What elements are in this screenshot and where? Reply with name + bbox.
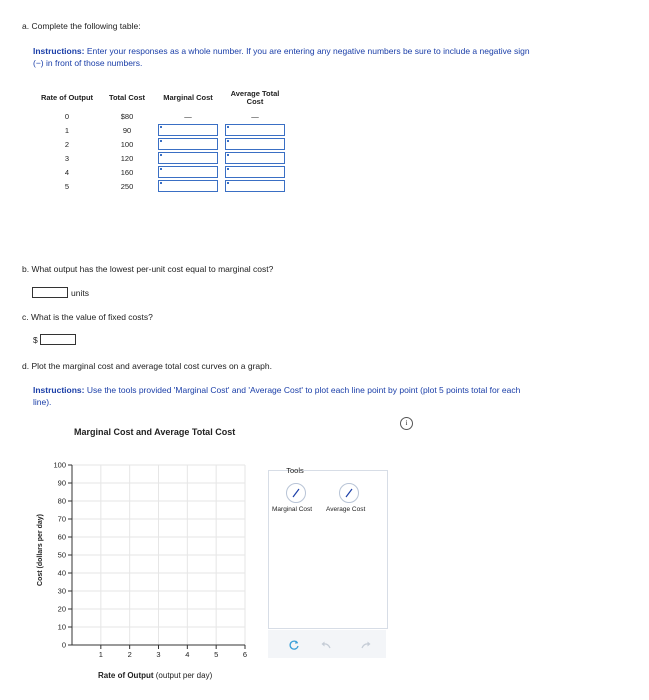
chart-title: Marginal Cost and Average Total Cost — [74, 427, 236, 437]
y-tick-label: 80 — [57, 496, 66, 506]
average-cost-input[interactable] — [225, 138, 285, 150]
header-total-cost: Total Cost — [108, 93, 146, 102]
y-tick-label: 90 — [57, 478, 66, 488]
info-icon[interactable]: i — [400, 417, 413, 430]
instructions-label: Instructions: — [33, 46, 85, 56]
output-cell: 4 — [64, 167, 70, 177]
output-cell: 5 — [64, 181, 70, 191]
average-cost-input[interactable] — [225, 152, 285, 164]
average-cost-input[interactable] — [225, 180, 285, 192]
table-row — [33, 151, 287, 165]
total-cost-cell: $80 — [120, 111, 134, 121]
output-cell: 1 — [64, 125, 70, 135]
instructions-text: Use the tools provided 'Marginal Cost' and 'Average Cost' to plot each line point by point (plot 5 points total for each — [84, 385, 521, 395]
x-axis-label-rest: (output per day) — [153, 671, 213, 680]
total-cost-cell: 100 — [120, 139, 134, 149]
fixed-cost-input[interactable] — [40, 334, 76, 345]
table-row — [33, 137, 287, 151]
chart-svg[interactable] — [0, 455, 260, 685]
dollar-sign: $ — [33, 335, 38, 345]
y-tick-label: 0 — [61, 640, 66, 650]
x-tick-label: 4 — [185, 650, 190, 659]
redo-icon[interactable] — [360, 639, 372, 651]
table-row — [33, 109, 287, 123]
table-row — [33, 179, 287, 193]
x-tick-label: 5 — [214, 650, 219, 659]
marginal-cost-input[interactable] — [158, 166, 218, 178]
header-average-total-cost: Average Total Cost — [230, 89, 280, 106]
line-tool-icon — [291, 488, 301, 498]
undo-icon[interactable] — [320, 639, 332, 651]
y-tick-label: 40 — [57, 568, 66, 578]
y-tick-label: 70 — [57, 514, 66, 524]
y-tick-label: 60 — [57, 532, 66, 542]
x-tick-label: 2 — [127, 650, 132, 659]
total-cost-cell: 120 — [120, 153, 134, 163]
cost-table — [33, 87, 287, 193]
y-tick-label: 30 — [57, 586, 66, 596]
total-cost-cell: 250 — [120, 181, 134, 191]
part-b-question: b. What output has the lowest per-unit cost equal to marginal cost? — [22, 264, 274, 274]
average-cost-input[interactable] — [225, 166, 285, 178]
output-cell: 3 — [64, 153, 70, 163]
x-tick-label: 1 — [98, 650, 103, 659]
marginal-cost-tool-button[interactable] — [286, 483, 306, 503]
tools-panel — [268, 466, 388, 629]
marginal-cost-input[interactable] — [158, 180, 218, 192]
part-a-heading: a. Complete the following table: — [22, 21, 141, 31]
instructions-text-2: (−) in front of those numbers. — [33, 58, 143, 68]
instructions-text-2: line). — [33, 397, 52, 407]
marginal-cost-input[interactable] — [158, 152, 218, 164]
table-row — [33, 165, 287, 179]
part-a-instructions — [33, 45, 623, 69]
y-axis-label: Cost (dollars per day) — [37, 514, 44, 586]
line-tool-icon — [344, 488, 354, 498]
table-header-row — [33, 87, 287, 109]
instructions-text: Enter your responses as a whole number. If you are entering any negative numbers be sure to include a negative sign — [84, 46, 530, 56]
reset-icon[interactable] — [288, 639, 300, 651]
x-axis-label-bold: Rate of Output — [98, 671, 154, 680]
header-rate-of-output: Rate of Output — [40, 93, 94, 102]
x-tick-label: 3 — [156, 650, 161, 659]
output-cell: 0 — [64, 111, 70, 121]
y-tick-label: 50 — [57, 550, 66, 560]
total-cost-cell: 90 — [122, 125, 132, 135]
y-tick-label: 20 — [57, 604, 66, 614]
output-answer-input[interactable] — [32, 287, 68, 298]
part-d-question: d. Plot the marginal cost and average total cost curves on a graph. — [22, 361, 272, 371]
y-tick-label: 10 — [57, 622, 66, 632]
part-c-question: c. What is the value of fixed costs? — [22, 312, 153, 322]
table-row — [33, 123, 287, 137]
total-cost-cell: 160 — [120, 167, 134, 177]
average-cost-input[interactable] — [225, 124, 285, 136]
tools-title: Tools — [286, 466, 304, 475]
tool-label-average[interactable]: Average Cost — [326, 506, 366, 513]
marginal-cost-cell: — — [184, 111, 192, 121]
instructions-label: Instructions: — [33, 385, 85, 395]
average-cost-cell: — — [251, 111, 259, 121]
tool-label-marginal[interactable]: Marginal Cost — [272, 506, 313, 513]
x-axis-label — [98, 671, 212, 680]
output-cell: 2 — [64, 139, 70, 149]
units-label: units — [71, 288, 89, 298]
marginal-cost-input[interactable] — [158, 124, 218, 136]
marginal-cost-input[interactable] — [158, 138, 218, 150]
part-d-instructions — [33, 384, 623, 408]
header-marginal-cost: Marginal Cost — [163, 93, 213, 102]
x-tick-label: 6 — [242, 650, 248, 659]
average-cost-tool-button[interactable] — [339, 483, 359, 503]
y-tick-label: 100 — [53, 460, 66, 470]
tools-footer — [268, 630, 386, 658]
